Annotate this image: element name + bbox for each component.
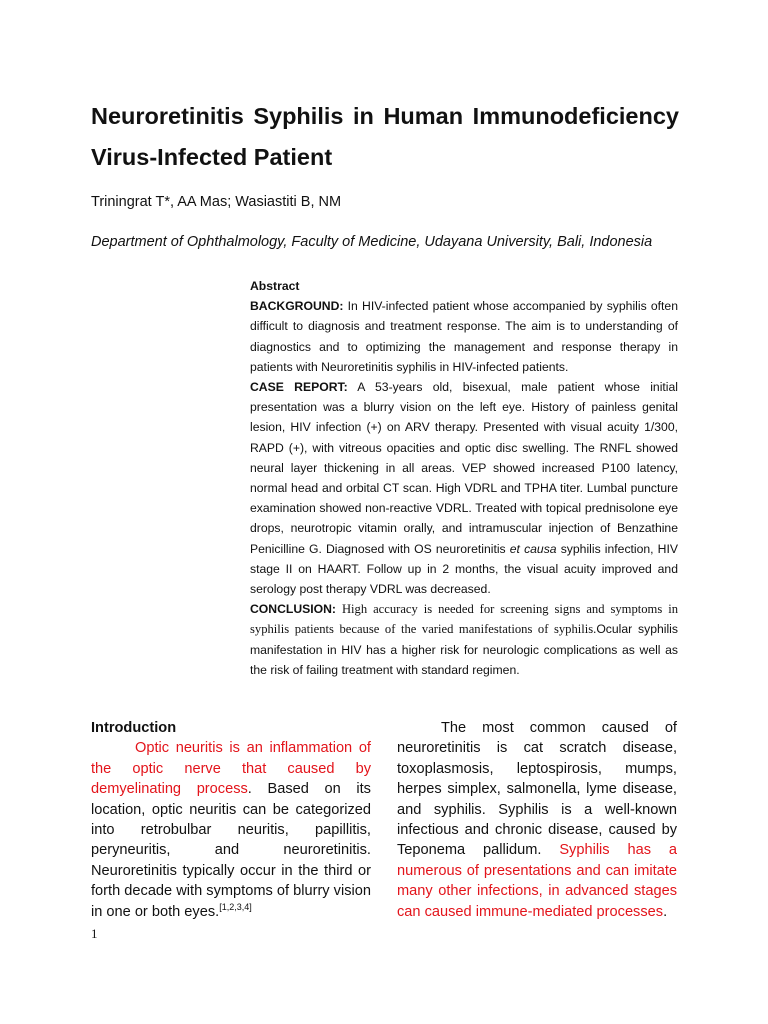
introduction-right-column [397,718,677,922]
highlighted-syphilis-text: Syphilis has a numerous of presentations and can imitate many other infections, in advanced stages can caused immune-mediated processes [397,842,677,920]
abstract-background [250,296,678,377]
abstract-case-report [250,377,678,599]
author-list: Triningrat T*, AA Mas; Wasiastiti B, NM [91,194,342,210]
causes-text: The most common caused of neuroretinitis is cat scratch disease, toxoplasmosis, leptospirosis, mumps, herpes simplex, salmonella, lyme disease, and syphilis. Syphilis is a well-known infectious and chronic disease, caused by Teponema pallidum. [397,720,677,859]
introduction-left-column [91,718,371,922]
introduction-paragraph-1 [91,738,371,922]
paragraph-end: . [663,903,668,920]
paper-title: Neuroretinitis Syphilis in Human Immunodeficiency Virus-Infected Patient [91,103,679,170]
background-text: In HIV-infected patient whose accompanied by syphilis often difficult to diagnosis and treatment response. The aim is to understanding of diagnostics and to optimizing the management and response therapy in patients with Neuroretinitis syphilis in HIV-infected patients. [250,299,678,374]
case-report-text-end: syphilis infection, HIV stage II on HAART. Follow up in 2 months, the visual acuity improved and serology post therapy VDRL was decreased. [250,541,679,597]
introduction-heading: Introduction [91,720,177,736]
case-report-label: CASE REPORT: [250,380,348,395]
introduction-text: . Based on its location, optic neuritis can be categorized into retrobulbar neuritis, papillitis, peryneuritis, and neuroretinitis. Neuroretinitis typically occur in the third or forth decade with symptoms of blurry vision in one or both eyes. [91,781,371,920]
highlighted-definition: Optic neuritis is an inflammation of the optic nerve that caused by demyelinating process [91,740,371,798]
abstract-conclusion [250,599,678,680]
citation: [1,2,3,4] [219,901,252,912]
introduction-paragraph-2 [397,718,677,922]
abstract-section [250,276,678,680]
case-report-text: A 53-years old, bisexual, male patient whose initial presentation was a blurry vision on the left eye. History of painless genital lesion, HIV infection (+) on ARV therapy. Presented with visual acuity 1/300, RAPD (+), with vitreous opacities and optic disc swelling. The RNFL showed neural layer thickening in all areas. VEP showed increased P100 latency, normal head and orbital CT scan. High VDRL and TPHA titer. Lumbal puncture examination showed non-reactive VDRL. Treated with topical prednisolone eye drops, neurotropic vitamin orally, and intramuscular injection of Benzathine Penicilline G. Diagnosed with OS neuroretinitis [250,380,678,556]
conclusion-serif-text: High accuracy is needed for screening signs and symptoms in syphilis patients because of the varied manifestations of syphilis. [250,602,678,637]
background-label: BACKGROUND: [250,299,344,314]
conclusion-text: Ocular syphilis manifestation in HIV has a higher risk for neurologic complications as well as the risk of failing treatment with standard regimen. [250,622,678,677]
abstract-heading: Abstract [250,279,300,293]
conclusion-label: CONCLUSION: [250,602,336,617]
affiliation: Department of Ophthalmology, Faculty of Medicine, Udayana University, Bali, Indonesia [91,234,653,250]
page-number: 1 [91,926,98,941]
case-report-italic: et causa [509,541,557,556]
